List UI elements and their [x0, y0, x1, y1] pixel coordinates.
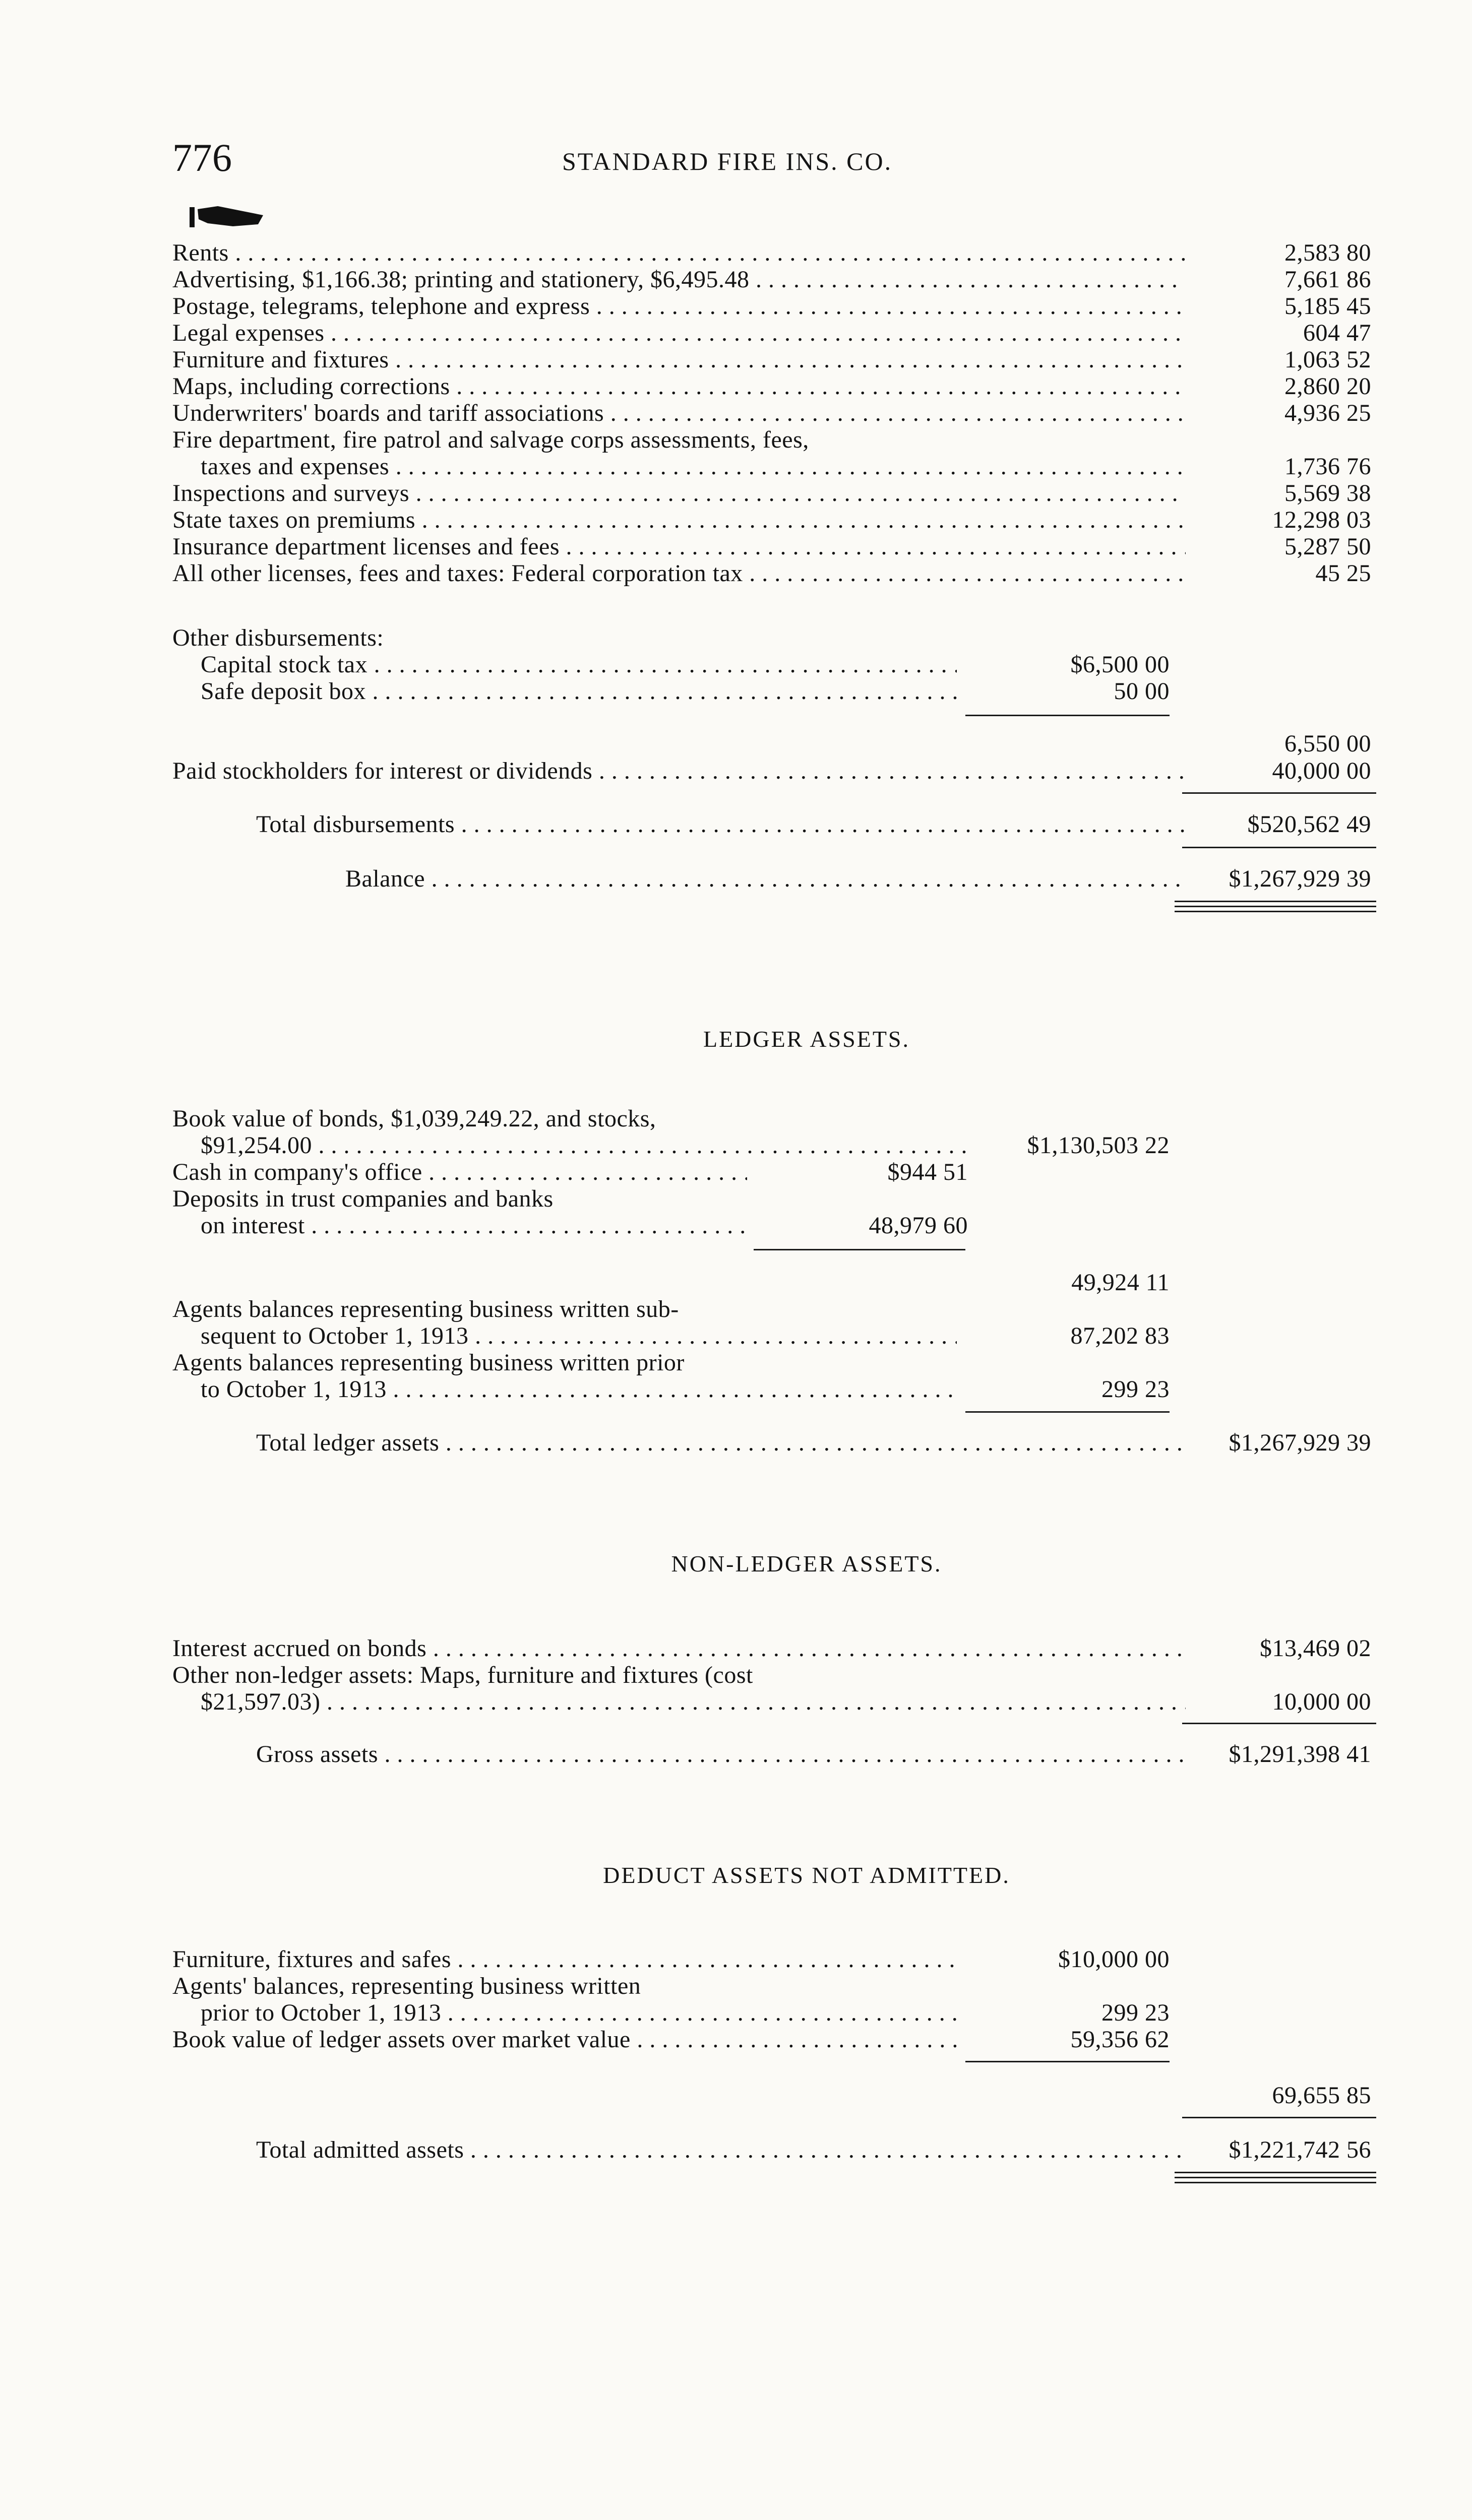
total-admitted-assets-label: Total admitted assets . . . — [256, 2136, 1186, 2164]
subtotal-rule — [965, 2061, 1170, 2062]
balance-label: Balance . . . — [345, 865, 1186, 893]
other-non-ledger-label: Other non-ledger assets: Maps, furniture and fixtures (cost — [172, 1662, 753, 1688]
capital-stock-tax-label: Capital stock tax . . . — [201, 651, 957, 679]
total-admitted-assets-amount: $1,221,742 56 — [1229, 2136, 1371, 2163]
furniture-fixtures-amount: $10,000 00 — [1058, 1946, 1170, 1973]
expense-label: Insurance department licenses and fees . . . — [172, 533, 1186, 561]
double-rule — [1175, 911, 1376, 912]
double-rule — [1175, 2172, 1376, 2173]
gross-assets-label: Gross assets . . . — [256, 1740, 1186, 1769]
expense-label: State taxes on premiums . . . — [172, 506, 1186, 534]
other-disbursements-heading: Other disbursements: — [172, 624, 384, 651]
not-admitted-subtotal: 69,655 85 — [1272, 2082, 1371, 2109]
expense-label: Rents . . . — [172, 239, 1186, 267]
interest-accrued-label: Interest accrued on bonds . . . — [172, 1634, 1186, 1663]
agents-balances-label-continued: prior to October 1, 1913 . . . — [201, 1999, 959, 2027]
other-disbursements-subtotal: 6,550 00 — [1284, 730, 1371, 757]
total-ledger-assets-label: Total ledger assets . . . — [256, 1429, 1186, 1457]
interest-accrued-amount: $13,469 02 — [1260, 1635, 1371, 1662]
cash-label: Cash in company's office . . . — [172, 1158, 747, 1186]
agents-prior-amount: 299 23 — [1101, 1376, 1170, 1403]
cash-amount: $944 51 — [887, 1159, 968, 1185]
expense-amount: 5,287 50 — [1284, 533, 1371, 560]
safe-deposit-box-amount: 50 00 — [1114, 678, 1170, 705]
expense-amount: 4,936 25 — [1284, 400, 1371, 426]
capital-stock-tax-amount: $6,500 00 — [1070, 651, 1170, 678]
subtotal-rule — [965, 715, 1170, 716]
other-non-ledger-label-continued: $21,597.03) . . . — [201, 1688, 1186, 1716]
expense-amount: 1,736 76 — [1284, 453, 1371, 480]
expense-label: Advertising, $1,166.38; printing and stationery, $6,495.48 . . . — [172, 266, 1186, 294]
ledger-assets-heading: LEDGER ASSETS. — [703, 1026, 910, 1052]
agents-prior-label-continued: to October 1, 1913 . . . — [201, 1375, 957, 1404]
subtotal-rule — [965, 1411, 1170, 1413]
double-rule — [1175, 901, 1376, 902]
safe-deposit-box-label: Safe deposit box . . . — [201, 677, 957, 706]
expense-amount: 5,569 38 — [1284, 480, 1371, 507]
bonds-amount: $1,130,503 22 — [1027, 1132, 1170, 1159]
book-value-amount: 59,356 62 — [1070, 2026, 1170, 2053]
expense-label: Inspections and surveys . . . — [172, 479, 1186, 508]
expense-label: All other licenses, fees and taxes: Federal corporation tax . . . — [172, 559, 1186, 588]
agents-subsequent-amount: 87,202 83 — [1070, 1322, 1170, 1349]
deposits-label-continued: on interest . . . — [201, 1212, 747, 1240]
agents-prior-label: Agents balances representing business written prior — [172, 1349, 685, 1376]
total-rule — [1182, 847, 1376, 848]
page-title: STANDARD FIRE INS. CO. — [562, 147, 893, 175]
bonds-label: Book value of bonds, $1,039,249.22, and stocks, — [172, 1105, 656, 1132]
expense-amount: 2,583 80 — [1284, 239, 1371, 266]
deposits-amount: 48,979 60 — [869, 1212, 968, 1239]
other-non-ledger-amount: 10,000 00 — [1272, 1688, 1371, 1715]
expense-label: Maps, including corrections . . . — [172, 372, 1186, 401]
paid-stockholders-amount: 40,000 00 — [1272, 758, 1371, 784]
expense-amount: 12,298 03 — [1272, 507, 1371, 533]
double-rule — [1175, 906, 1376, 907]
bonds-label-continued: $91,254.00 . . . — [201, 1131, 969, 1160]
total-rule — [1182, 2117, 1376, 2118]
expense-amount: 45 25 — [1315, 560, 1371, 587]
cash-subtotal: 49,924 11 — [1071, 1269, 1170, 1296]
furniture-fixtures-label: Furniture, fixtures and safes . . . — [172, 1945, 959, 1974]
expense-label: Legal expenses . . . — [172, 319, 1186, 347]
double-rule — [1175, 2177, 1376, 2178]
expense-label: Furniture and fixtures . . . — [172, 346, 1186, 374]
expense-label-continued: taxes and expenses . . . — [201, 453, 1186, 481]
total-ledger-assets-amount: $1,267,929 39 — [1229, 1429, 1371, 1456]
ink-blot-mark — [188, 204, 268, 229]
agents-balances-amount: 299 23 — [1101, 1999, 1170, 2026]
deposits-label: Deposits in trust companies and banks — [172, 1185, 554, 1212]
agents-subsequent-label-continued: sequent to October 1, 1913 . . . — [201, 1322, 957, 1350]
expense-amount: 1,063 52 — [1284, 346, 1371, 373]
agents-balances-label: Agents' balances, representing business written — [172, 1973, 641, 1999]
expense-amount: 7,661 86 — [1284, 266, 1371, 293]
total-disbursements-amount: $520,562 49 — [1247, 811, 1371, 838]
page-number: 776 — [172, 136, 232, 179]
non-ledger-assets-heading: NON-LEDGER ASSETS. — [671, 1551, 942, 1577]
expense-amount: 2,860 20 — [1284, 373, 1371, 400]
balance-amount: $1,267,929 39 — [1229, 865, 1371, 892]
gross-assets-amount: $1,291,398 41 — [1229, 1741, 1371, 1768]
total-disbursements-label: Total disbursements . . . — [256, 810, 1186, 839]
double-rule — [1175, 2182, 1376, 2183]
total-rule — [1182, 1723, 1376, 1724]
expense-label: Fire department, fire patrol and salvage corps assessments, fees, — [172, 426, 809, 453]
expense-label: Postage, telegrams, telephone and express . . . — [172, 292, 1186, 321]
paid-stockholders-label: Paid stockholders for interest or dividends . . . — [172, 757, 1186, 785]
agents-subsequent-label: Agents balances representing business written sub- — [172, 1296, 679, 1322]
expense-label: Underwriters' boards and tariff associations . . . — [172, 399, 1186, 427]
expense-amount: 5,185 45 — [1284, 293, 1371, 320]
total-rule — [1182, 792, 1376, 794]
expense-amount: 604 47 — [1303, 320, 1371, 346]
book-value-label: Book value of ledger assets over market value . . . — [172, 2026, 959, 2054]
subtotal-rule — [754, 1249, 965, 1250]
not-admitted-heading: DEDUCT ASSETS NOT ADMITTED. — [603, 1862, 1010, 1888]
